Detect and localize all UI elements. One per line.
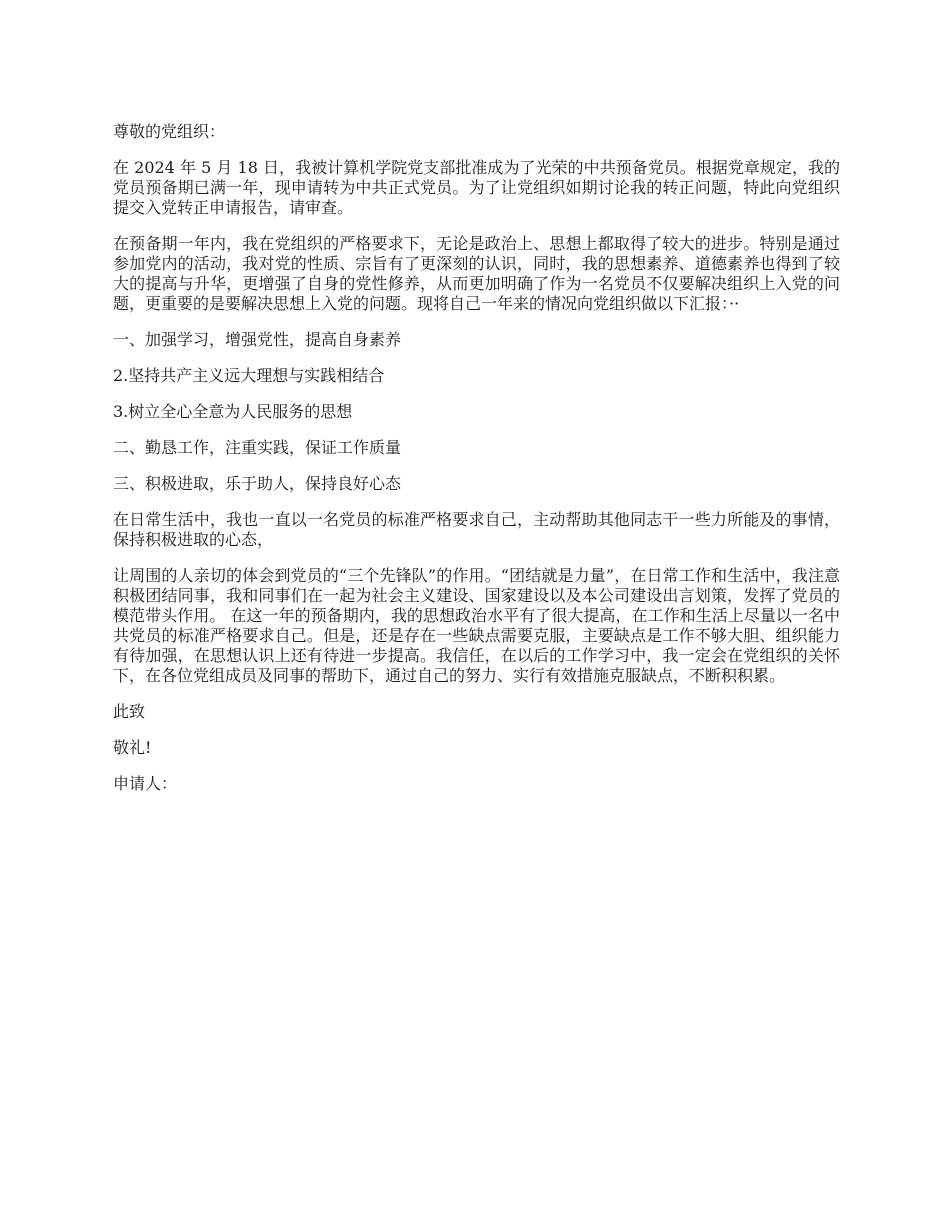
list-item-2: 2.坚持共产主义远大理想与实践相结合 bbox=[113, 366, 385, 385]
applicant-line: 申请人： bbox=[113, 774, 178, 793]
document-body bbox=[113, 122, 840, 810]
daily-life-paragraph: 在日常生活中，我也一直以一名党员的标准严格要求自己，主动帮助其他同志干一些力所能及的事情，保持积极进取的心态， bbox=[113, 510, 840, 549]
intro-paragraph: 在 2024 年 5 月 18 日，我被计算机学院党支部批准成为了光荣的中共预备党员。根据党章规定，我的党员预备期已满一年，现申请转为中共正式党员。为了让党组织如期讨论我的转正问题，特此向党组织提交入党转正申请报告，请审查。 bbox=[113, 158, 840, 217]
closing-line: 此致 bbox=[113, 702, 146, 721]
list-item-3: 3.树立全心全意为人民服务的思想 bbox=[113, 402, 353, 421]
regards-line: 敬礼! bbox=[113, 738, 152, 757]
summary-paragraph: 在预备期一年内，我在党组织的严格要求下，无论是政治上、思想上都取得了较大的进步。特别是通过参加党内的活动，我对党的性质、宗旨有了更深刻的认识，同时，我的思想素养、道德素养也得到了较大的提高与升华，更增强了自身的党性修养，从而更加明确了作为一名党员不仅要解决组织上入党的问题，更重要的是要解决思想上入党的问题。现将自己一年来的情况向党组织做以下汇报：·· bbox=[113, 234, 840, 313]
section-heading-3: 三、积极进取，乐于助人，保持良好心态 bbox=[113, 474, 402, 493]
section-heading-2: 二、勤恳工作，注重实践，保证工作质量 bbox=[113, 438, 402, 457]
conclusion-paragraph: 让周围的人亲切的体会到党员的“三个先锋队”的作用。“团结就是力量”，在日常工作和生活中，我注意积极团结同事，我和同事们在一起为社会主义建设、国家建设以及本公司建设出言划策，发挥了党员的模范带头作用。 在这一年的预备期内，我的思想政治水平有了很大提高，在工作和生活上尽量以一名中共党员的标准严格要求自己。但是，还是存在一些缺点需要克服，主要缺点是工作不够大胆、组织能力有待加强，在思想认识上还有待进一步提高。我信任，在以后的工作学习中，我一定会在党组织的关怀下，在各位党组成员及同事的帮助下，通过自己的努力、实行有效措施克服缺点，不断积积累。 bbox=[113, 566, 840, 685]
section-heading-1: 一、加强学习，增强党性，提高自身素养 bbox=[113, 330, 402, 349]
salutation: 尊敬的党组织： bbox=[113, 122, 226, 141]
